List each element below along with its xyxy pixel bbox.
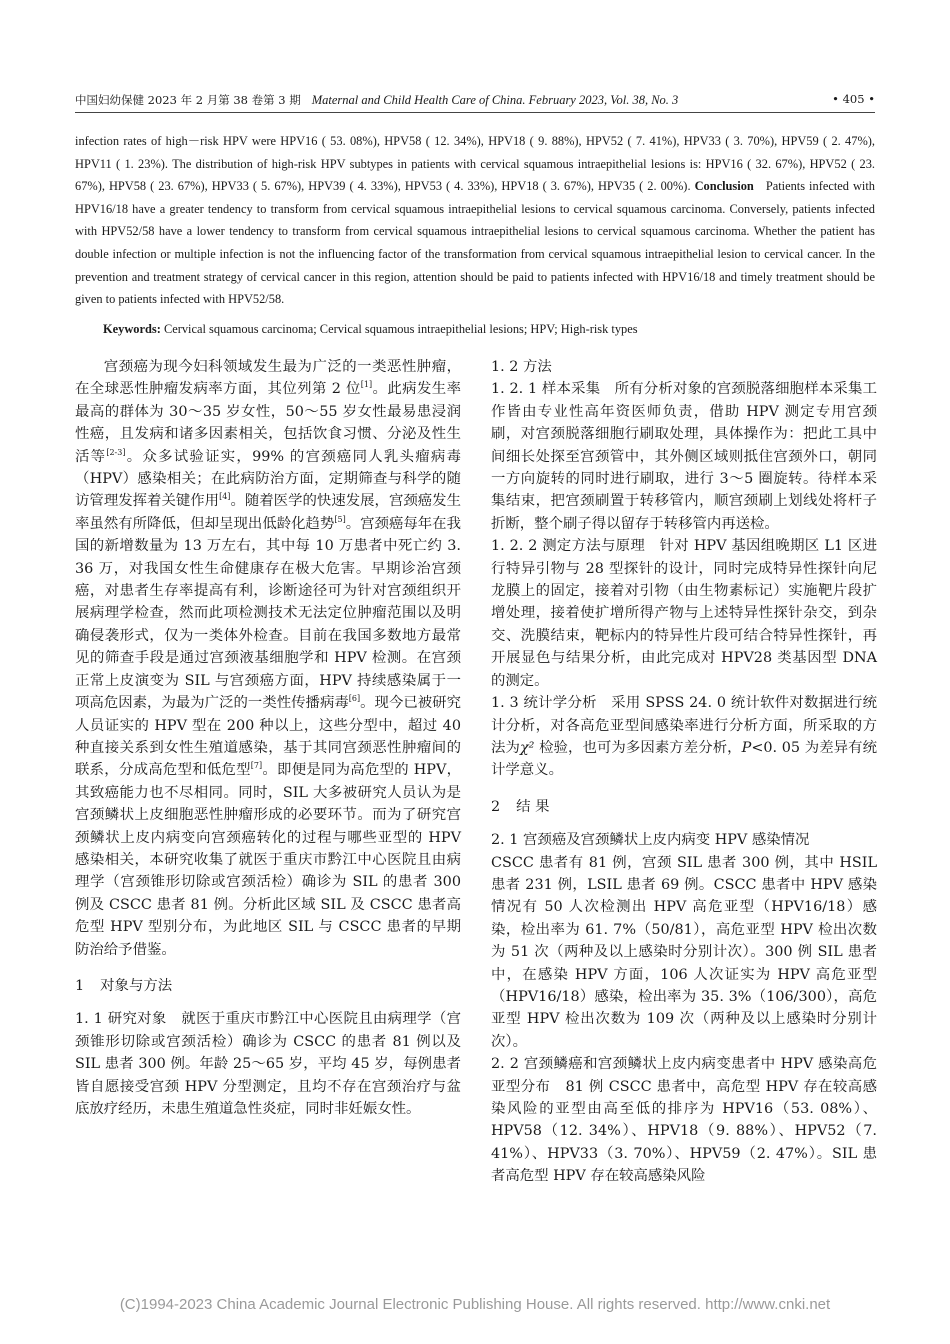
subsection-1-2-1 (491, 378, 877, 535)
citation-4: [4] (219, 492, 231, 502)
subsection-2-1-text: CSCC 患者有 81 例，宫颈 SIL 患者 300 例，其中 HSIL 患者 231 例，LSIL 患者 69 例。CSCC 患者中 HPV 感染情况有 50 人次检测出 HPV 高危亚型（HPV16/18）感染，检出率为 61. 7%（50/81），高危亚型 HPV 检出次数为 51 次（两种及以上感染时分别计次）。300 例 SIL 患者中，在感染 HPV 方面，106 人次证实为 HPV 高危亚型（HPV16/18）感染，检出率为 35. 3%（106/300），高危亚型 HPV 检出次数为 109 次（两种及以上感染时分别计次）。 (491, 854, 877, 1050)
chi-square-symbol: χ² (519, 739, 535, 756)
right-column (491, 356, 877, 1188)
subsection-1-3-text-a: 采用 SPSS 24. 0 统计软件对数据进行统计分析，对各高危亚型间感染率进行分析方面，所采取的方法为 (491, 695, 877, 756)
journal-info (75, 92, 678, 108)
keywords-text: Cervical squamous carcinoma; Cervical squamous intraepithelial lesions; HPV; High-risk types (163, 322, 638, 336)
keywords-label: Keywords: (103, 322, 161, 336)
section-1-heading (75, 975, 461, 997)
journal-name-cn: 中国妇幼保健 2023 年 2 月第 38 卷第 3 期 (75, 93, 301, 107)
subsection-1-2-1-label: 1. 2. 1 样本采集 (491, 381, 601, 398)
section-2-number: 2 (491, 798, 501, 815)
section-1-title: 对象与方法 (100, 977, 173, 994)
subsection-1-3 (491, 692, 877, 782)
subsection-2-2 (491, 1053, 877, 1187)
subsection-1-1-text: 就医于重庆市黔江中心医院且由病理学（宫颈锥形切除或宫颈活检）确诊为 CSCC 的患者 81 例以及 SIL 患者 300 例。年龄 25～65 岁，平均 45 岁，每例患者皆自愿接受宫颈 HPV 分型测定，且均不存在宫颈治疗与盆底放疗经历，未患生殖道急性炎症，同时非妊娠女性。 (75, 1011, 461, 1117)
subsection-2-2-text: 81 例 CSCC 患者中，高危型 HPV 存在较高感染风险的亚型由高至低的排序为 HPV16（53. 08%）、HPV58（12. 34%）、HPV18（9. 88%）、HPV52（7. 41%）、HPV33（3. 70%）、HPV59（2. 47%）。SIL 患者高危型 HPV 存在较高感染风险 (491, 1078, 877, 1185)
section-2-heading (491, 796, 877, 818)
section-2-title: 结 果 (516, 798, 550, 815)
intro-text-6: 。现今已被研究人员证实的 HPV 型在 200 种以上，这些分型中，超过 40 种直接关系到女性生殖道感染，基于其同宫颈恶性肿瘤间的联系，分成高危型和低危型 (75, 695, 461, 779)
intro-text-4: 。随着医学的快速发展，宫颈癌发生率虽然有所降低，但却呈现出低龄化趋势 (75, 493, 461, 532)
subsection-1-1 (75, 1008, 461, 1120)
page-number: • 405 • (832, 92, 875, 106)
subsection-2-2-label: 2. 2 宫颈鳞癌和宫颈鳞状上皮内病变患者中 HPV 感染高危亚型分布 (491, 1056, 877, 1095)
subsection-1-2-2-label: 1. 2. 2 测定方法与原理 (491, 538, 646, 555)
subsection-1-2-1-text: 所有分析对象的宫颈脱落细胞样本采集工作皆由专业性高年资医师负责，借助 HPV 测定专用宫颈刷，对宫颈脱落细胞行刷取处理，具体操作为：把此工具中间细长处探至宫颈管中，其外侧区域则抵住宫颈外口，朝同一方向旋转的同时进行刷取，进行 3～5 圈旋转。待样本采集结束，把宫颈刷置于转移管内，顺宫颈刷上划线处将杆子折断，整个刷子得以留存于转移管内再送检。 (491, 381, 877, 532)
abstract-continuation (75, 130, 875, 311)
citation-6: [6] (348, 694, 361, 704)
citation-5: [5] (334, 515, 346, 525)
left-column (75, 356, 461, 1120)
intro-text-2: 。此病发生率最高的群体为 30～35 岁女性，50～55 岁女性最易患浸润性癌，且发病和诸多因素相关，包括饮食习惯、分泌及性生活等 (75, 381, 461, 465)
section-1-number: 1 (75, 977, 85, 994)
p-value-symbol: P (741, 739, 752, 756)
intro-text-1: 宫颈癌为现今妇科领域发生最为广泛的一类恶性肿瘤，在全球恶性肿瘤发病率方面，其位列第 2 位 (75, 359, 461, 398)
conclusion-text: Patients infected with HPV16/18 have a greater tendency to transform from cervical squamous intraepithelial lesions to cervical squamous carcinoma. Conversely, patients infected with HPV52/58 have a lower tendency to transform from cervical squamous intraepithelial lesions to cervical squamous carcinoma. Whether the patient has double infection or multiple infection is not the influencing factor of the transformation from cervical squamous intraepithelial lesion to cervical cancer. In the prevention and treatment strategy of cervical cancer in this region, attention should be paid to patients infected with HPV16/18 and timely treatment should be given to patients infected with HPV52/58. (75, 179, 875, 307)
subsection-1-3-text-c: <0. 05 为差异有统计学意义。 (491, 739, 877, 779)
subsection-1-3-label: 1. 3 统计学分析 (491, 695, 597, 712)
intro-paragraph (75, 356, 461, 961)
intro-text-3: 。众多试验证实，99% 的宫颈癌同人乳头瘤病毒（HPV）感染相关；在此病防治方面，定期筛查与科学的随访管理发挥着关键作用 (75, 448, 461, 510)
keywords-line (103, 318, 883, 340)
abstract-results-text: infection rates of high－risk HPV were HPV16 ( 53. 08%), HPV58 ( 12. 34%), HPV18 ( 9. 88%), HPV52 ( 7. 41%), HPV33 ( 3. 70%), HPV59 ( 2. 47%), HPV11 ( 1. 23%). The distribution of high-risk HPV subtypes in patients with cervical squamous intraepithelial lesions is: HPV16 ( 32. 67%), HPV52 ( 23. 67%), HPV58 ( 23. 67%), HPV33 ( 5. 67%), HPV39 ( 4. 33%), HPV53 ( 4. 33%), HPV18 ( 3. 67%), HPV35 ( 2. 00%). (75, 134, 875, 194)
subsection-1-1-label: 1. 1 研究对象 (75, 1011, 167, 1028)
subsection-1-2-heading: 1. 2 方法 (491, 359, 552, 375)
subsection-1-2-2-text: 针对 HPV 基因组晚期区 L1 区进行特异引物与 28 型探针的设计，同时完成特异性探针向尼龙膜上的固定，接着对引物（由生物素标记）实施靶片段扩增处理，接着使扩增所得产物与上述特异性探针杂交，到杂交、洗膜结束，靶标内的特异性片段可结合特异性探针，再开展显色与结果分析，由此完成对 HPV28 类基因型 DNA 的测定。 (491, 538, 877, 689)
copyright-watermark: (C)1994-2023 China Academic Journal Electronic Publishing House. All rights reserved. http://www.cnki.net (119, 1296, 831, 1313)
subsection-1-3-text-b: 检验，也可为多因素方差分析， (534, 739, 742, 756)
subsection-1-2-2 (491, 535, 877, 692)
subsection-2-1-heading: 2. 1 宫颈癌及宫颈鳞状上皮内病变 HPV 感染情况 (491, 832, 810, 849)
intro-text-5: 。宫颈癌每年在我国的新增数量为 13 万左右，其中每 10 万患者中死亡约 3. 36 万，对我国女性生命健康存在极大危害。早期诊治宫颈癌，对患者生存率提高有利，诊断途径可为针对宫颈组织开展病理学检查，然而此项检测技术无法定位肿瘤范围以及明确侵袭形式，仅为一类体外检查。目前在我国多数地方最常见的筛查手段是通过宫颈液基细胞学和 HPV 检测。在宫颈正常上皮演变为 SIL 与宫颈癌方面，HPV 持续感染属于一项高危因素，为最为广泛的一类性传播病毒 (75, 515, 461, 712)
citation-1: [1] (360, 380, 373, 390)
conclusion-label: Conclusion (694, 179, 754, 194)
journal-name-en: Maternal and Child Health Care of China. February 2023, Vol. 38, No. 3 (311, 93, 679, 107)
citation-2-3: [2-3] (106, 447, 126, 457)
running-header (75, 92, 875, 113)
citation-7: [7] (250, 761, 263, 771)
intro-text-7: 。即便是同为高危型的 HPV，其致癌能力也不尽相同。同时，SIL 大多被研究人员认为是宫颈鳞状上皮细胞恶性肿瘤形成的必要环节。而为了研究宫颈鳞状上皮内病变向宫颈癌转化的过程与哪些亚型的 HPV 感染相关，本研究收集了就医于重庆市黔江中心医院且由病理学（宫颈锥形切除或宫颈活检）确诊为 SIL 的患者 300 例及 CSCC 患者 81 例。分析此区域 SIL 及 CSCC 患者高危型 HPV 型别分布，为此地区 SIL 与 CSCC 患者的早期防治给予借鉴。 (75, 762, 461, 958)
